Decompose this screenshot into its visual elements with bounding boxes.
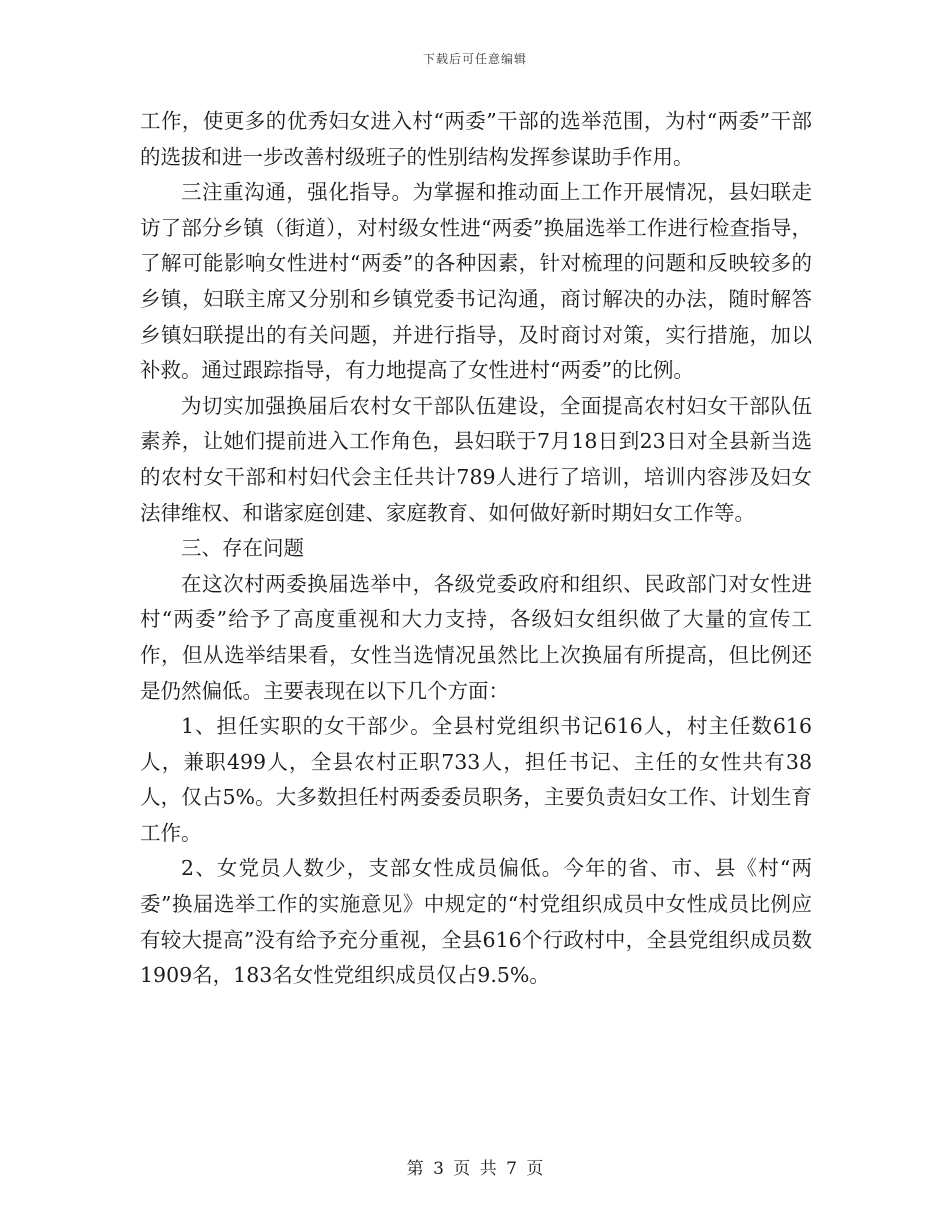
paragraph-communication-guidance: 三注重沟通，强化指导。为掌握和推动面上工作开展情况，县妇联走访了部分乡镇（街道），对村级女性进“两委”换届选举工作进行检查指导，了解可能影响女性进村“两委”的各种因素，针对梳理的问题和反映较多的乡镇，妇联主席又分别和乡镇党委书记沟通，商讨解决的办法，随时解答乡镇妇联提出的有关问题，并进行指导，及时商讨对策，实行措施，加以补救。通过跟踪指导，有力地提高了女性进村“两委”的比例。: [140, 180, 812, 383]
page-number: 第 3 页 共 7 页: [406, 1159, 544, 1179]
paragraph-continuation: 工作，使更多的优秀妇女进入村“两委”干部的选举范围，为村“两委”干部的选拔和进一步改善村级班子的性别结构发挥参谋助手作用。: [140, 109, 812, 169]
paragraph-point-2: 2、女党员人数少，支部女性成员偏低。今年的省、市、县《村“两委”换届选举工作的实施意见》中规定的“村党组织成员中女性成员比例应有较大提高”没有给予充分重视，全县616个行政村中，全县党组织成员数1909名，183名女性党组织成员仅占9.5%。: [140, 856, 812, 988]
paragraph-point-1: 1、担任实职的女干部少。全县村党组织书记616人，村主任数616人，兼职499人，全县农村正职733人，担任书记、主任的女性共有38人，仅占5%。大多数担任村两委委员职务，主要负责妇女工作、计划生育工作。: [140, 714, 812, 845]
document-body: [140, 104, 812, 994]
paragraph-training: 为切实加强换届后农村女干部队伍建设，全面提高农村妇女干部队伍素养，让她们提前进入工作角色，县妇联于7月18日到23日对全县新当选的农村女干部和村妇代会主任共计789人进行了培训，培训内容涉及妇女法律维权、和谐家庭创建、家庭教育、如何做好新时期妇女工作等。: [140, 393, 812, 525]
paragraph-election-summary: 在这次村两委换届选举中，各级党委政府和组织、民政部门对女性进村“两委”给予了高度重视和大力支持，各级妇女组织做了大量的宣传工作，但从选举结果看，女性当选情况虽然比上次换届有所提高，但比例还是仍然偏低。主要表现在以下几个方面：: [140, 571, 812, 703]
section-heading-problems: 三、存在问题: [181, 536, 304, 561]
page-header: 下载后可任意编辑: [422, 52, 527, 66]
